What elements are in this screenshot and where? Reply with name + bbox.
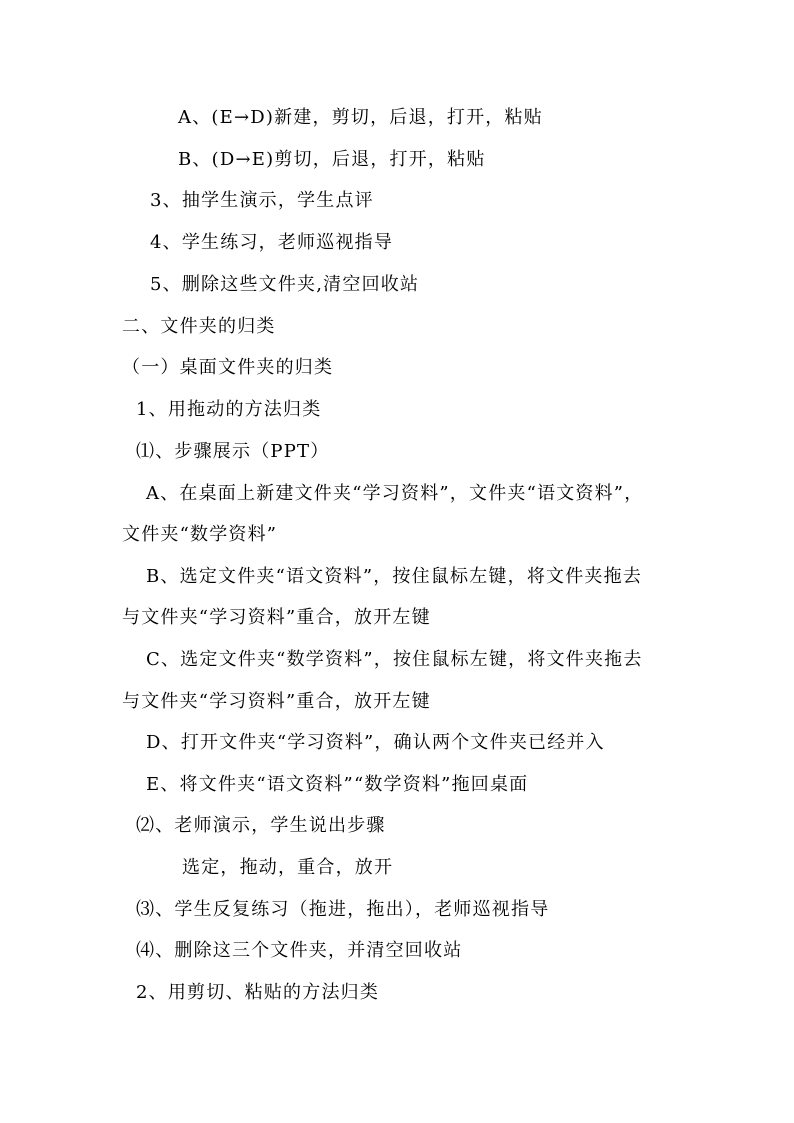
- text-line-step-a-e-to-d: A、(E→D)新建，剪切，后退，打开，粘贴: [178, 107, 543, 128]
- text-line-item-4: 4、学生练习，老师巡视指导: [150, 232, 394, 253]
- text-line-step-b: B、选定文件夹“语文资料”，按住鼠标左键，将文件夹拖去: [146, 566, 643, 587]
- text-line-item-5: 5、删除这些文件夹,清空回收站: [150, 274, 420, 295]
- section-heading-2: 二、文件夹的归类: [122, 316, 276, 337]
- text-line-method-2: 2、用剪切、粘贴的方法归类: [136, 982, 380, 1003]
- text-line-item-3: 3、抽学生演示，学生点评: [150, 190, 374, 211]
- text-line-method-1: 1、用拖动的方法归类: [136, 399, 322, 420]
- text-line-step-c-cont: 与文件夹“学习资料”重合，放开左键: [122, 691, 431, 712]
- text-line-step-e: E、将文件夹“语文资料”“数学资料”拖回桌面: [146, 774, 529, 795]
- text-line-step-a-cont: 文件夹“数学资料”: [122, 524, 278, 545]
- text-line-step-c: C、选定文件夹“数学资料”，按住鼠标左键，将文件夹拖去: [146, 649, 643, 670]
- text-line-substep-2-detail: 选定，拖动，重合，放开: [182, 857, 394, 878]
- text-line-substep-4: ⑷、删除这三个文件夹，并清空回收站: [136, 940, 463, 961]
- text-line-substep-3: ⑶、学生反复练习（拖进，拖出），老师巡视指导: [136, 899, 550, 920]
- text-line-step-b-d-to-e: B、(D→E)剪切，后退，打开，粘贴: [178, 149, 486, 170]
- text-line-substep-1: ⑴、步骤展示（PPT）: [136, 441, 330, 462]
- subsection-heading-1: （一）桌面文件夹的归类: [122, 357, 334, 378]
- text-line-step-b-cont: 与文件夹“学习资料”重合，放开左键: [122, 607, 431, 628]
- text-line-step-a: A、在桌面上新建文件夹“学习资料”，文件夹“语文资料”，: [146, 483, 644, 504]
- text-line-step-d: D、打开文件夹“学习资料”，确认两个文件夹已经并入: [146, 732, 605, 753]
- text-line-substep-2: ⑵、老师演示，学生说出步骤: [136, 815, 386, 836]
